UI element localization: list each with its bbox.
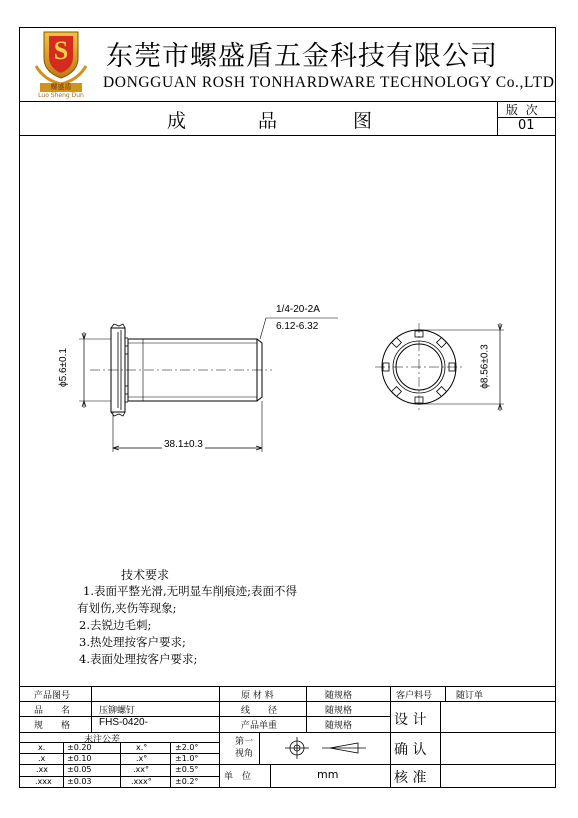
company-name-cn: 东莞市螺盛盾五金科技有限公司 — [106, 41, 498, 72]
tol-row-4-dv: ±0.03 — [67, 777, 92, 786]
weight-value: 随规格 — [325, 721, 353, 731]
thread-spec-label: 1/4-20-2A — [276, 304, 320, 315]
unit-value: mm — [317, 768, 339, 781]
length-dimension-label: 38.1±0.3 — [164, 439, 203, 450]
projection-label: 第一视角 — [234, 737, 253, 759]
first-angle-projection-symbol — [262, 734, 388, 762]
body-diameter-label: ϕ5.6±0.1 — [57, 348, 69, 387]
tol-row-3-av: ±0.5° — [175, 765, 199, 774]
notes-title: 技术要求 — [121, 568, 170, 582]
head-diameter-label: ϕ8.56±0.3 — [479, 344, 491, 389]
tol-row-3-a: .xx° — [133, 765, 150, 774]
tol-row-1-a: x.° — [136, 743, 148, 752]
notes-line-4: 3.热处理按客户要求; — [79, 635, 186, 649]
wire-label: 线 径 — [241, 706, 278, 716]
spec-label: 规 格 — [34, 721, 71, 731]
wire-value: 随规格 — [325, 706, 353, 716]
tol-row-4-d: .xxx — [35, 777, 52, 786]
confirm-label: 确 认 — [394, 742, 427, 758]
company-name-en: DONGGUAN ROSH TONHARDWARE TECHNOLOGY Co.,LTD — [103, 74, 555, 91]
doc-title-char-1: 成 — [167, 110, 187, 132]
doc-title-char-2: 品 — [258, 110, 278, 132]
tol-row-2-av: ±1.0° — [175, 754, 199, 763]
tol-row-4-av: ±0.2° — [175, 777, 199, 786]
notes-line-3: 2.去锐边毛刺; — [79, 618, 152, 632]
material-label: 原 材 料 — [241, 691, 274, 701]
doc-title-char-3: 图 — [353, 110, 373, 132]
material-value: 随规格 — [325, 691, 353, 701]
tol-row-2-dv: ±0.10 — [67, 754, 92, 763]
weight-label: 产品单重 — [241, 721, 278, 731]
logo-caption-en: Luo Sheng Dun — [38, 92, 84, 99]
approve-label: 核 准 — [394, 770, 427, 786]
tol-row-3-d: .xx — [36, 765, 49, 774]
tol-row-1-d: x. — [38, 743, 46, 752]
tol-row-2-d: .x — [38, 754, 46, 763]
tolerance-title: 未注公差 — [84, 735, 121, 745]
design-label: 设 计 — [394, 712, 427, 728]
product-no-label: 产品图号 — [34, 691, 71, 701]
logo-caption-cn: 螺盛盾 — [50, 83, 72, 91]
customer-no-value: 随订单 — [456, 691, 484, 701]
name-value: 压铆螺钉 — [99, 706, 136, 716]
notes-line-5: 4.表面处理按客户要求; — [79, 652, 198, 666]
logo-letter: S — [53, 36, 69, 65]
version-value: 01 — [518, 118, 535, 133]
version-label: 版 次 — [506, 103, 538, 117]
notes-line-2: 有划伤,夹伤等现象; — [77, 601, 177, 615]
spec-value: FHS-0420- — [99, 717, 148, 728]
unit-label: 单 位 — [224, 772, 252, 782]
tol-row-1-av: ±2.0° — [175, 743, 199, 752]
name-label: 品 名 — [34, 706, 71, 716]
tol-row-4-a: .xxx° — [131, 777, 152, 786]
tol-row-2-a: .x° — [136, 754, 148, 763]
tol-row-3-dv: ±0.05 — [67, 765, 92, 774]
notes-line-1: 1.表面平整光滑,无明显车削痕迹;表面不得 — [83, 584, 298, 598]
customer-no-label: 客户料号 — [396, 691, 433, 701]
thread-range-label: 6.12-6.32 — [276, 321, 319, 332]
tol-row-1-dv: ±0.20 — [67, 743, 92, 752]
